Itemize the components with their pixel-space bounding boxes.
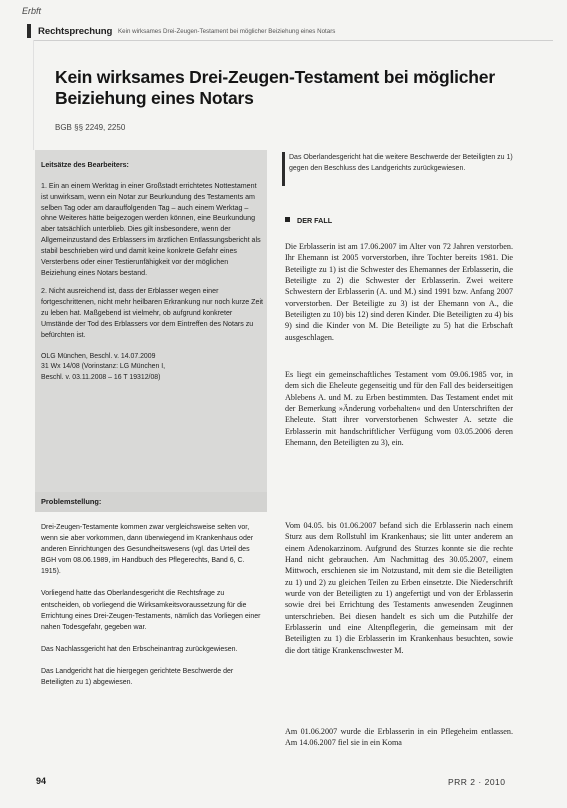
header-bar xyxy=(27,24,31,38)
problem-paragraph-4: Das Landgericht hat die hiergegen gerichtete Beschwerde der Beteiligten zu 1) abgewiesen. xyxy=(41,667,234,687)
legal-reference: BGB §§ 2249, 2250 xyxy=(55,123,126,132)
citation-line-1: OLG München, Beschl. v. 14.07.2009 xyxy=(41,352,156,360)
header-subtitle: Kein wirksames Drei-Zeugen-Testament bei möglicher Beiziehung eines Notars xyxy=(118,28,336,35)
page-number: 94 xyxy=(36,776,47,786)
square-bullet-icon xyxy=(285,217,290,222)
fall-paragraph-3 xyxy=(285,520,513,656)
fall-paragraph-2 xyxy=(285,369,513,448)
leitsaetze-heading: Leitsätze des Bearbeiters: xyxy=(41,161,129,169)
fall-text-4: Am 01.06.2007 wurde die Erblasserin in ein Pflegeheim entlassen. Am 14.06.2007 fiel sie in ein Koma xyxy=(285,727,513,748)
problem-paragraph-2: Vorliegend hatte das Oberlandesgericht die Rechtsfrage zu entscheiden, ob vorliegend die Wirksamkeitsvoraussetzung für die Errichtung eines Drei-Zeugen-Testaments, nämlich das Vorliegen einer nahen Todesgefahr, gegeben war. xyxy=(41,590,261,631)
journal-source: PRR 2 · 2010 xyxy=(448,777,506,787)
leitsatz-2: 2. Nicht ausreichend ist, dass der Erblasser wegen einer fortgeschrittenen, nicht mehr heilbaren Erkrankung nur noch kurze Zeit zu leben hat. Maßgebend ist vielmehr, ob aufgrund konkreter Umstände der Tod des Erblassers vor dem Eintreffen des Notars zu befürchten ist. xyxy=(41,287,263,339)
right-intro: Das Oberlandesgericht hat die weitere Beschwerde der Beteiligten zu 1) gegen den Beschluss des Landgerichts zurückgewiesen. xyxy=(289,154,513,173)
problem-paragraph-3: Das Nachlassgericht hat den Erbscheinantrag zurückgewiesen. xyxy=(41,645,238,653)
header-title: Rechtsprechung xyxy=(38,26,113,37)
article-title: Kein wirksames Drei-Zeugen-Testament bei möglicher Beiziehung eines Notars xyxy=(55,67,495,108)
leitsatz-1: 1. Ein an einem Werktag in einer Großstadt errichtetes Nottestament ist unwirksam, wenn ein Notar zur Beurkundung des Testaments am selben Tag oder am darauffolgenden Tag – auch einem Werktag – ohne Weiteres hätte beigezogen werden können, eine Beurkundung aber tatsächlich unterblieb. Dies gilt insbesondere, wenn der Allgemeinzustand des Erblassers im ärztlichen Entlassungsbericht als stabil beschrieben wird und damit keine konkrete Gefahr eines Versterbens oder einer Testierunfähigkeit vor der möglichen Beiziehung eines Notars bestand. xyxy=(41,181,261,277)
fall-text-2: Es liegt ein gemeinschaftliches Testament vom 09.06.1985 vor, in dem sich die Eheleute gegenseitig und für den Fall des beiderseitigen Ablebens A. und M. zu Erben bestimmten. Das Testament endet mit der Bemerkung »Änderung vorbehalten« und den Unterschriften der Eheleute. Statt ihrer vorverstorbenen Schwester A. setzte die Erblasserin mit handschriftlicher Verfügung vom 03.05.2006 deren Ehemann, den Beteiligten zu 3), ein. xyxy=(285,370,513,448)
section-heading xyxy=(285,216,332,225)
leitsaetze-content xyxy=(41,160,263,392)
margin-label: Erbft xyxy=(22,6,42,16)
section-heading-label: DER FALL xyxy=(297,216,333,225)
citation-line-3: Beschl. v. 03.11.2008 – 16 T 19312/08) xyxy=(41,374,161,382)
margin-rule xyxy=(33,40,34,150)
court-citation xyxy=(41,352,263,384)
problem-heading: Problemstellung: xyxy=(41,497,102,506)
fall-text-1: Die Erblasserin ist am 17.06.2007 im Alter von 72 Jahren verstorben. Ihr Ehemann ist 2005 vorverstorben, ihre Tochter bereits 1981. Die Beteiligte zu 1) ist die Schwester des Ehemannes der Erblasserin, die Beteiligte zu 2) die Schwester der Erblasserin. Zwei weitere Schwestern der Erblasserin (A. und M.) sind 1991 bzw. Anfang 2007 vorverstorben. Der Beteiligte zu 3) ist der Ehemann von A., die Beteiligten zu 10) bis 12) sind deren Kinder. Die Beteiligten zu 4) bis 9) sind die Kinder von M. Die Beteiligte zu 5) hat die Erbschaft ausgeschlagen. xyxy=(285,242,513,342)
citation-line-2: 31 Wx 14/08 (Vorinstanz: LG München I, xyxy=(41,363,166,371)
problem-text xyxy=(41,522,263,699)
fall-text-3: Vom 04.05. bis 01.06.2007 befand sich die Erblasserin nach einem Sturz aus dem Rollstuhl im Krankenhaus; sie litt unter anderem an einem Adenokarzinom. Aufgrund des Sturzes konnte sie die rechte Hand nicht gebrauchen. Am Nachmittag des 30.05.2007, einem Mittwoch, erschienen sie im Notzustand, mit dem sie die Beteiligten zu 1) und 2) zu gleichen Teilen zu Erben einsetzte. Die Niederschrift wurde von der Beteiligten zu 1) angefertigt und von der Erblasserin sowie drei bei Errichtung des Testaments anwesenden Zeuginnen unterschrieben. Bei diesen handelt es sich um die Putzhilfe der Erblasserin und eine Altenpflegerin, die gemeinsam mit der Beteiligten zu 1) die Erblasserin im Krankenhaus besuchten, sowie die dort tätige Krankenschwester M. xyxy=(285,521,513,655)
fall-paragraph-1 xyxy=(285,241,513,343)
fall-paragraph-4 xyxy=(285,726,513,749)
intro-bar xyxy=(282,152,285,186)
header-divider xyxy=(33,40,553,41)
problem-paragraph-1: Drei-Zeugen-Testamente kommen zwar vergleichsweise selten vor, wenn sie aber vorkommen, dann überwiegend im Krankenhaus oder anderen Einrichtungen des Gesundheitswesens (vgl. das Urteil des BGH vom 08.06.1989, im Handbuch des Pflegerechts, Band 6, C. 1915). xyxy=(41,524,254,576)
